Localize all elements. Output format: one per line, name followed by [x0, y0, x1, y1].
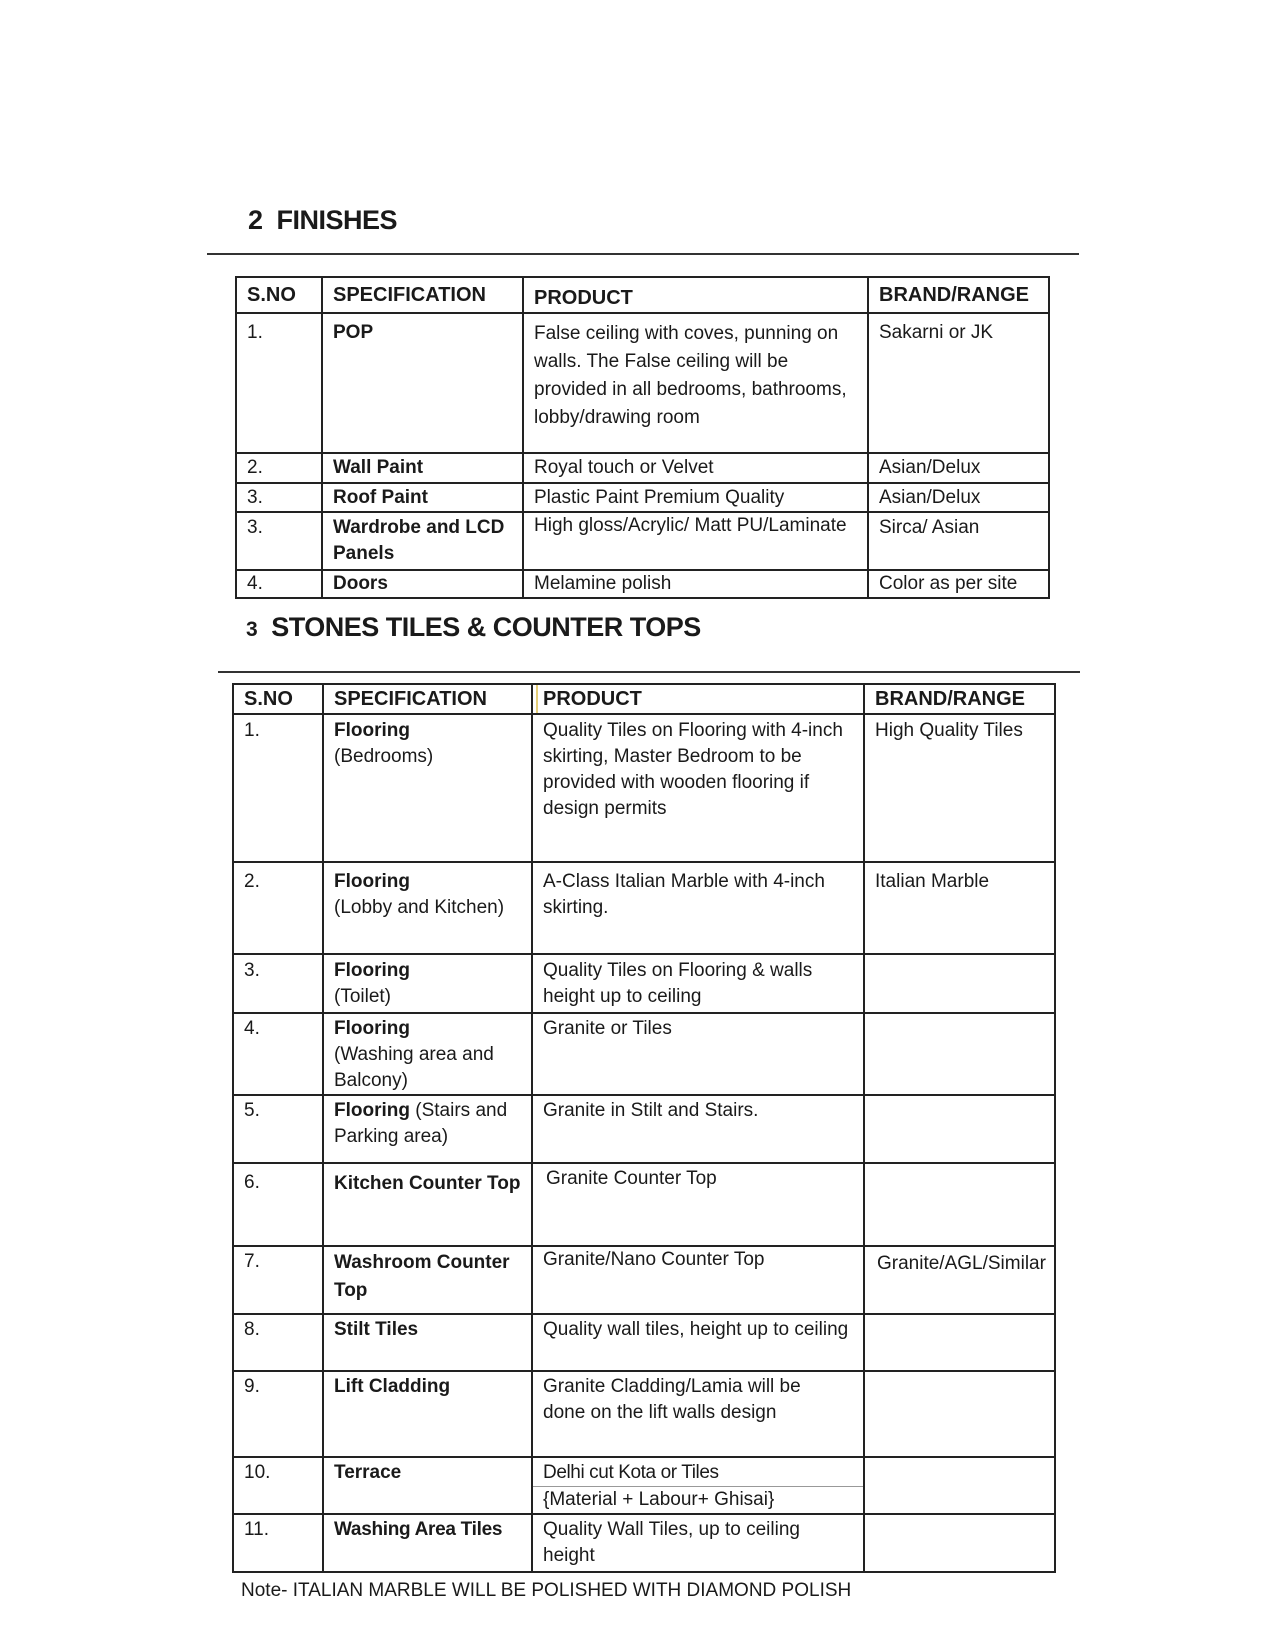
cell-brand: Asian/Delux [868, 453, 1049, 483]
cell-sno: 1. [236, 313, 322, 453]
cell-sno: 3. [236, 483, 322, 512]
cell-spec: Wall Paint [322, 453, 523, 483]
cell-brand: Sakarni or JK [868, 313, 1049, 453]
cell-sno: 2. [236, 453, 322, 483]
cell-sno: 10. [233, 1457, 323, 1514]
cell-sno: 4. [233, 1013, 323, 1095]
cell-brand: High Quality Tiles [864, 714, 1055, 862]
spec-title: Flooring [334, 720, 410, 741]
cell-spec: Kitchen Counter Top [323, 1163, 532, 1246]
spec-subtitle: (Lobby and Kitchen) [334, 897, 505, 918]
section-title: FINISHES [276, 205, 398, 235]
cell-product: Melamine polish [523, 570, 868, 598]
spec-subtitle: (Bedrooms) [334, 746, 434, 767]
cell-spec: Doors [322, 570, 523, 598]
cell-sno: 3. [233, 954, 323, 1013]
cell-product: Quality Tiles on Flooring & walls height up to ceiling [532, 954, 864, 1013]
footer-note: Note- ITALIAN MARBLE WILL BE POLISHED WITH DIAMOND POLISH [241, 1580, 852, 1601]
cell-spec: Washroom Counter Top [323, 1246, 532, 1314]
table-header-row [233, 684, 1055, 714]
cell-sno: 5. [233, 1095, 323, 1163]
section-title: STONES TILES & COUNTER TOPS [271, 612, 701, 642]
table-row [233, 954, 1055, 1013]
spec-title: Flooring [334, 1100, 410, 1121]
table-row [233, 1457, 1055, 1514]
cell-sno: 7. [233, 1246, 323, 1314]
cell-product: High gloss/Acrylic/ Matt PU/Laminate [523, 512, 868, 570]
cell-spec [323, 862, 532, 954]
cell-product: Granite Counter Top [532, 1163, 864, 1246]
cell-brand: Granite/AGL/Similar [864, 1246, 1055, 1314]
cell-sno: 11. [233, 1514, 323, 1572]
table-header-row [236, 277, 1049, 313]
table-row [233, 1095, 1055, 1163]
cell-sno: 6. [233, 1163, 323, 1246]
cell-brand [864, 1371, 1055, 1457]
table-row [233, 1371, 1055, 1457]
section-heading-stones [246, 612, 701, 643]
cell-brand: Italian Marble [864, 862, 1055, 954]
table-row [233, 1314, 1055, 1371]
cell-product [532, 1457, 864, 1514]
cell-product: Quality wall tiles, height up to ceiling [532, 1314, 864, 1371]
cell-product: Granite/Nano Counter Top [532, 1246, 864, 1314]
header-specification: SPECIFICATION [322, 277, 523, 313]
cell-product: Quality Tiles on Flooring with 4-inch skirting, Master Bedroom to be provided with wooden flooring if design permits [532, 714, 864, 862]
cell-brand [864, 1013, 1055, 1095]
header-brand-range: BRAND/RANGE [868, 277, 1049, 313]
cell-product: Granite Cladding/Lamia will be done on the lift walls design [532, 1371, 864, 1457]
cell-brand [864, 1095, 1055, 1163]
cell-product: Granite or Tiles [532, 1013, 864, 1095]
cell-spec: Roof Paint [322, 483, 523, 512]
finishes-table [235, 276, 1050, 599]
table-row [233, 1163, 1055, 1246]
cell-product: A-Class Italian Marble with 4-inch skirting. [532, 862, 864, 954]
cell-brand [864, 1457, 1055, 1514]
cell-sno: 2. [233, 862, 323, 954]
stones-tiles-table [232, 683, 1056, 1573]
cell-brand: Color as per site [868, 570, 1049, 598]
cell-spec: POP [322, 313, 523, 453]
spec-subtitle: (Toilet) [334, 986, 392, 1007]
product-extra-line: {Material + Labour+ Ghisai} [533, 1486, 863, 1513]
table-row [236, 313, 1049, 453]
cell-product: Plastic Paint Premium Quality [523, 483, 868, 512]
cell-brand [864, 1163, 1055, 1246]
cell-sno: 8. [233, 1314, 323, 1371]
spec-title: Flooring [334, 871, 410, 892]
header-sno: S.NO [233, 684, 323, 714]
section-number: 2 [248, 205, 263, 235]
spec-subtitle: (Washing area and Balcony) [334, 1044, 494, 1091]
table-row [236, 570, 1049, 598]
cell-brand [864, 954, 1055, 1013]
cell-brand: Asian/Delux [868, 483, 1049, 512]
section-number: 3 [246, 618, 258, 641]
header-brand-range: BRAND/RANGE [864, 684, 1055, 714]
cell-spec [323, 714, 532, 862]
cell-spec: Washing Area Tiles [323, 1514, 532, 1572]
section-divider [218, 671, 1080, 673]
cell-sno: 1. [233, 714, 323, 862]
table-row [236, 483, 1049, 512]
table-row [236, 512, 1049, 570]
product-line: Delhi cut Kota or Tiles [543, 1462, 719, 1483]
table-row [236, 453, 1049, 483]
section-divider [207, 253, 1079, 255]
header-product: PRODUCT [523, 277, 868, 313]
cell-sno: 9. [233, 1371, 323, 1457]
table-row [233, 1514, 1055, 1572]
cell-spec: Lift Cladding [323, 1371, 532, 1457]
cell-spec: Stilt Tiles [323, 1314, 532, 1371]
table-row [233, 714, 1055, 862]
cell-product: Quality Wall Tiles, up to ceiling height [532, 1514, 864, 1572]
table-row [233, 1013, 1055, 1095]
cell-spec [323, 1013, 532, 1095]
cell-brand [864, 1314, 1055, 1371]
cell-spec [323, 1095, 532, 1163]
cell-sno: 3. [236, 512, 322, 570]
header-sno: S.NO [236, 277, 322, 313]
cell-product: Royal touch or Velvet [523, 453, 868, 483]
section-heading-finishes [248, 205, 397, 236]
cell-brand [864, 1514, 1055, 1572]
spec-subtitle: (Stairs and Parking area) [334, 1100, 508, 1147]
table-row [233, 862, 1055, 954]
spec-title: Flooring [334, 960, 410, 981]
header-product: PRODUCT [532, 684, 864, 714]
cell-spec: Wardrobe and LCD Panels [322, 512, 523, 570]
cell-spec: Terrace [323, 1457, 532, 1514]
cell-sno: 4. [236, 570, 322, 598]
header-specification: SPECIFICATION [323, 684, 532, 714]
cell-spec [323, 954, 532, 1013]
cell-brand: Sirca/ Asian [868, 512, 1049, 570]
table-row [233, 1246, 1055, 1314]
cell-product: Granite in Stilt and Stairs. [532, 1095, 864, 1163]
cell-product: False ceiling with coves, punning on walls. The False ceiling will be provided in all bedrooms, bathrooms, lobby/drawing room [523, 313, 868, 453]
spec-title: Flooring [334, 1018, 410, 1039]
